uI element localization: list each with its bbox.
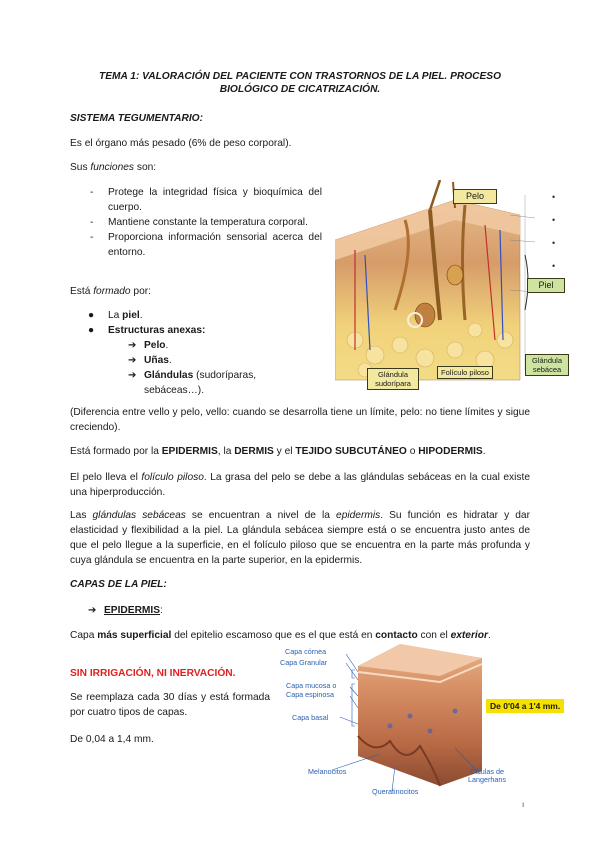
arrow-item-epidermis: ➔ EPIDERMIS: <box>88 605 163 616</box>
label-capa-mucosa: Capa mucosa o <box>286 681 337 690</box>
label-glandula-sebacea: Glándula sebácea <box>525 354 569 376</box>
epidermis-illustration <box>280 636 600 808</box>
paragraph-vello-pelo: (Diferencia entre vello y pelo, vello: cuando se desarrolla tiene un límite, pelo: no tiene límites y sigue creciendo). <box>70 407 530 433</box>
margin-dots: • • • • <box>552 192 556 271</box>
list-item: ➔ Glándulas (sudoríparas, sebáceas…). <box>128 370 257 396</box>
page-mark: ı <box>522 800 525 809</box>
paragraph-capas: Está formado por la EPIDERMIS, la DERMIS y el TEJIDO SUBCUTÁNEO o HIPODERMIS. <box>70 446 486 457</box>
document-title: TEMA 1: VALORACIÓN DEL PACIENTE CON TRASTORNOS DE LA PIEL. PROCESO BIOLÓGICO DE CICATRIZACIÓN. <box>98 71 502 95</box>
list-item: - Protege la integridad física y bioquímica del cuerpo. <box>90 187 322 213</box>
label-foliculo-piloso: Folículo piloso <box>437 366 493 379</box>
label-capa-basal: Capa basal <box>292 713 329 722</box>
paragraph-foliculo: El pelo lleva el folículo piloso. La grasa del pelo se debe a las glándulas sebáceas en la cual existe una hiperproducción. <box>70 472 530 498</box>
label-piel: Piel <box>527 278 565 293</box>
label-celulas-langerhans: Células de Langerhans <box>468 767 506 784</box>
list-item: ➔ Uñas. <box>128 355 172 366</box>
paragraph-organo: Es el órgano más pesado (6% de peso corporal). <box>70 138 292 149</box>
structure-list <box>88 308 328 398</box>
paragraph-funciones: Sus funciones son: <box>70 162 157 173</box>
section-heading-capas: CAPAS DE LA PIEL: <box>70 579 167 590</box>
label-capa-cornea: Capa córnea <box>285 647 327 656</box>
list-item: - Mantiene constante la temperatura corporal. <box>90 217 308 228</box>
label-capa-espinosa: Capa espinosa <box>286 690 334 699</box>
section-heading-sistema: SISTEMA TEGUMENTARIO: <box>70 113 203 124</box>
functions-list <box>90 185 322 260</box>
list-item: ➔ Pelo. <box>128 340 169 351</box>
epidermis-diagram <box>280 636 600 808</box>
label-queratinocitos: Queratinocitos <box>372 787 419 796</box>
thickness-badge: De 0'04 a 1'4 mm. <box>486 699 564 713</box>
paragraph-epidermis: Capa más superficial del epitelio escamoso que es el que está en contacto con el exterior. <box>70 630 491 641</box>
list-item: ● Estructuras anexas: <box>88 325 206 336</box>
label-melanocitos: Melanocitos <box>308 767 347 776</box>
skin-diagram <box>335 180 597 390</box>
paragraph-reemplaza: Se reemplaza cada 30 días y está formada por cuatro tipos de capas. <box>70 692 270 718</box>
paragraph-grosor: De 0,04 a 1,4 mm. <box>70 734 154 745</box>
label-capa-granular: Capa Granular <box>280 658 328 667</box>
label-glandula-sudoripara: Glándula sudorípara <box>367 368 419 390</box>
list-item: - Proporciona información sensorial acerca del entorno. <box>90 232 322 258</box>
paragraph-formado: Está formado por: <box>70 286 151 297</box>
label-pelo: Pelo <box>453 189 497 204</box>
red-warning: SIN IRRIGACIÓN, NI INERVACIÓN. <box>70 668 236 679</box>
paragraph-glandulas-sebaceas: Las glándulas sebáceas se encuentran a nivel de la epidermis. Su función es hidratar y dar elasticidad y flexibilidad a la piel. La glándula sebácea siempre está o se encuentra justo antes de que el pelo llegue a la superficie, en el folículo piloso que se encuentra en la parte más profunda y cuya glándula se encuentra en la parte superior, en la epidermis. <box>70 510 530 566</box>
list-item: ● La piel. <box>88 310 143 321</box>
